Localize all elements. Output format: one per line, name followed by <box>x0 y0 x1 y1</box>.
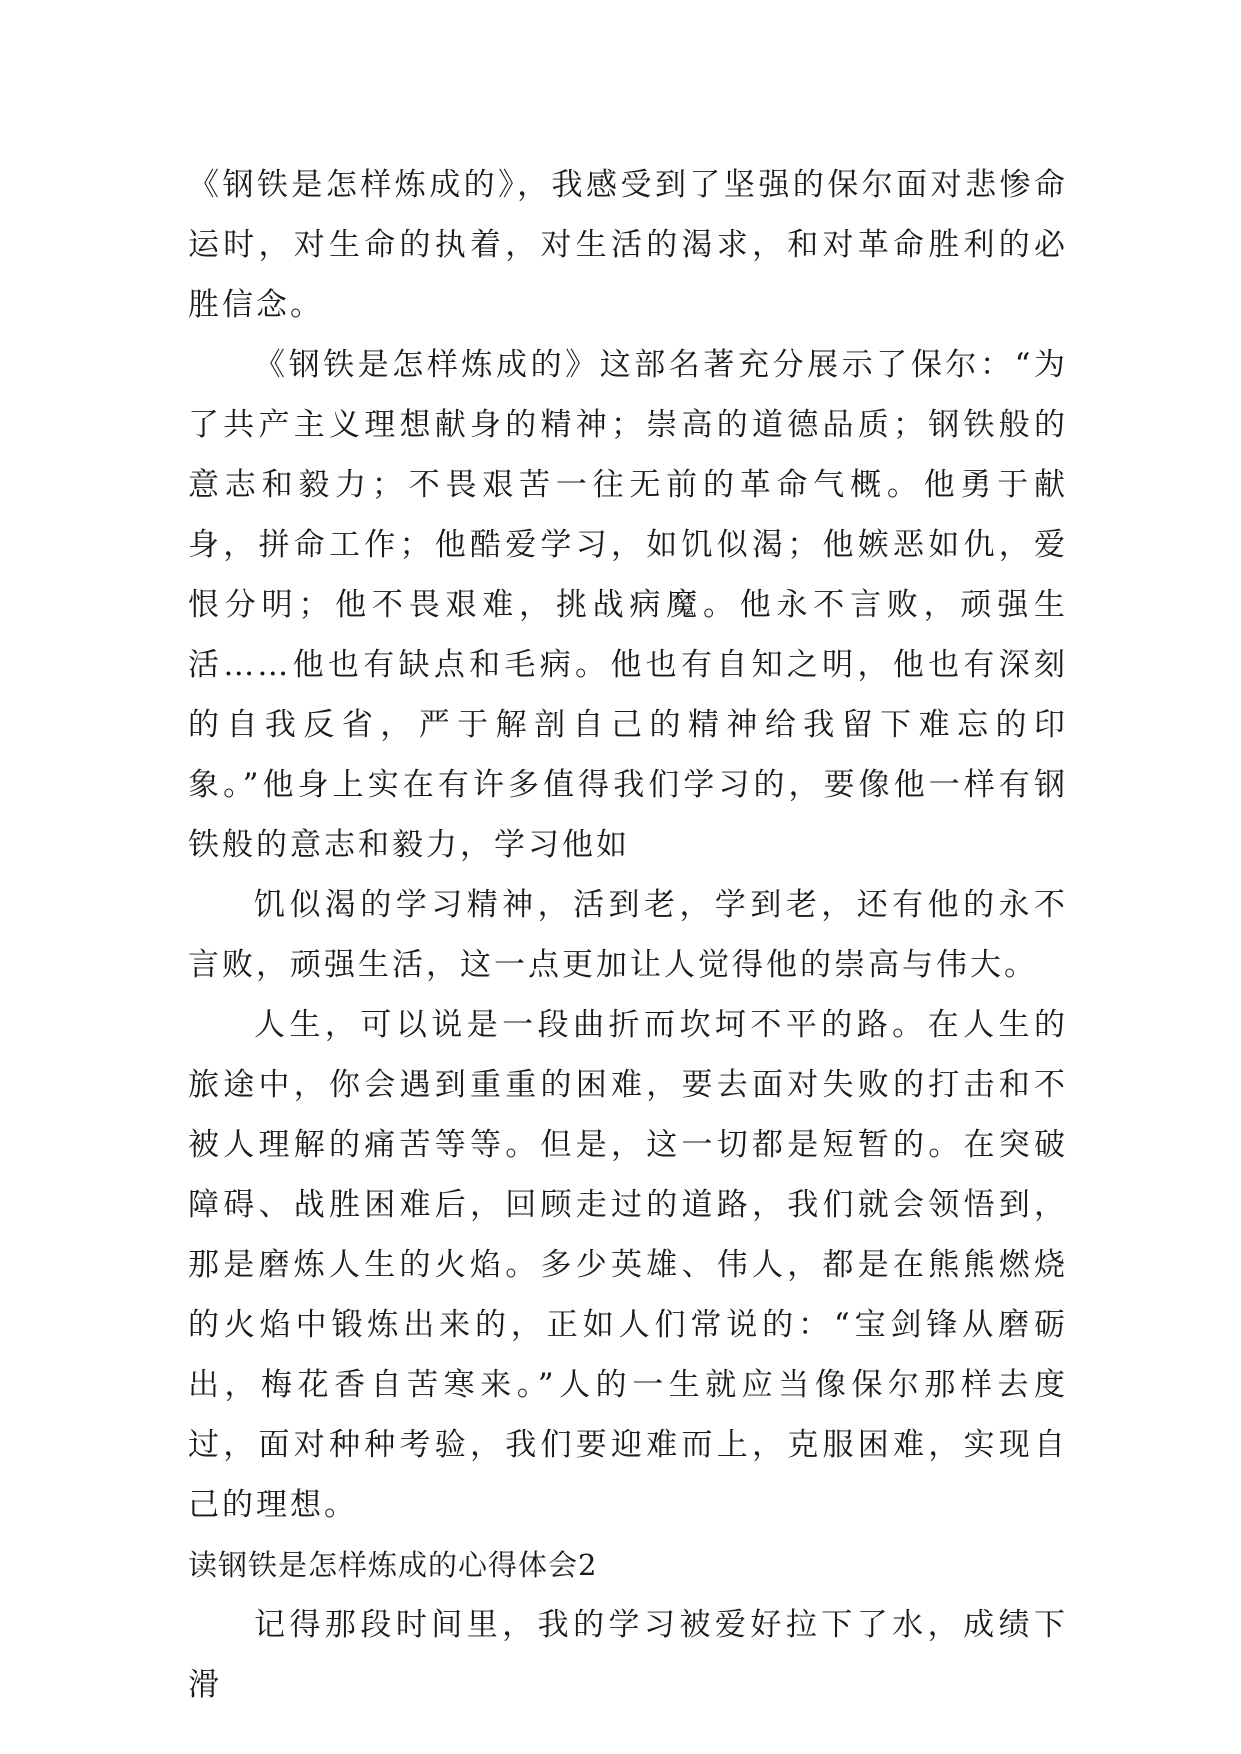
paragraph: 记得那段时间里，我的学习被爱好拉下了水，成绩下滑 <box>188 1607 1068 1703</box>
paragraph: 《钢铁是怎样炼成的》这部名著充分展示了保尔：“为了共产主义理想献身的精神；崇高的道德品质；钢铁般的意志和毅力；不畏艰苦一往无前的革命气概。他勇于献身，拼命工作；他酷爱学习，如饥似渴；他嫉恶如仇，爱恨分明；他不畏艰难，挑战病魔。他永不言败，顽强生活……他也有缺点和毛病。他也有自知之明，他也有深刻的自我反省，严于解剖自己的精神给我留下难忘的印象。”他身上实在有许多值得我们学习的，要像他一样有钢铁般的意志和毅力，学习他如 <box>188 347 1068 863</box>
section-heading: 读钢铁是怎样炼成的心得体会2 <box>188 1548 598 1582</box>
paragraph: 饥似渴的学习精神，活到老，学到老，还有他的永不言败，顽强生活，这一点更加让人觉得他的崇高与伟大。 <box>188 887 1068 983</box>
document-body <box>188 155 1068 1715</box>
paragraph: 《钢铁是怎样炼成的》，我感受到了坚强的保尔面对悲惨命运时，对生命的执着，对生活的渴求，和对革命胜利的必胜信念。 <box>188 167 1068 323</box>
paragraph: 人生，可以说是一段曲折而坎坷不平的路。在人生的旅途中，你会遇到重重的困难，要去面对失败的打击和不被人理解的痛苦等等。但是，这一切都是短暂的。在突破障碍、战胜困难后，回顾走过的道路，我们就会领悟到，那是磨炼人生的火焰。多少英雄、伟人，都是在熊熊燃烧的火焰中锻炼出来的，正如人们常说的：“宝剑锋从磨砺出，梅花香自苦寒来。”人的一生就应当像保尔那样去度过，面对种种考验，我们要迎难而上，克服困难，实现自己的理想。 <box>188 1007 1068 1523</box>
